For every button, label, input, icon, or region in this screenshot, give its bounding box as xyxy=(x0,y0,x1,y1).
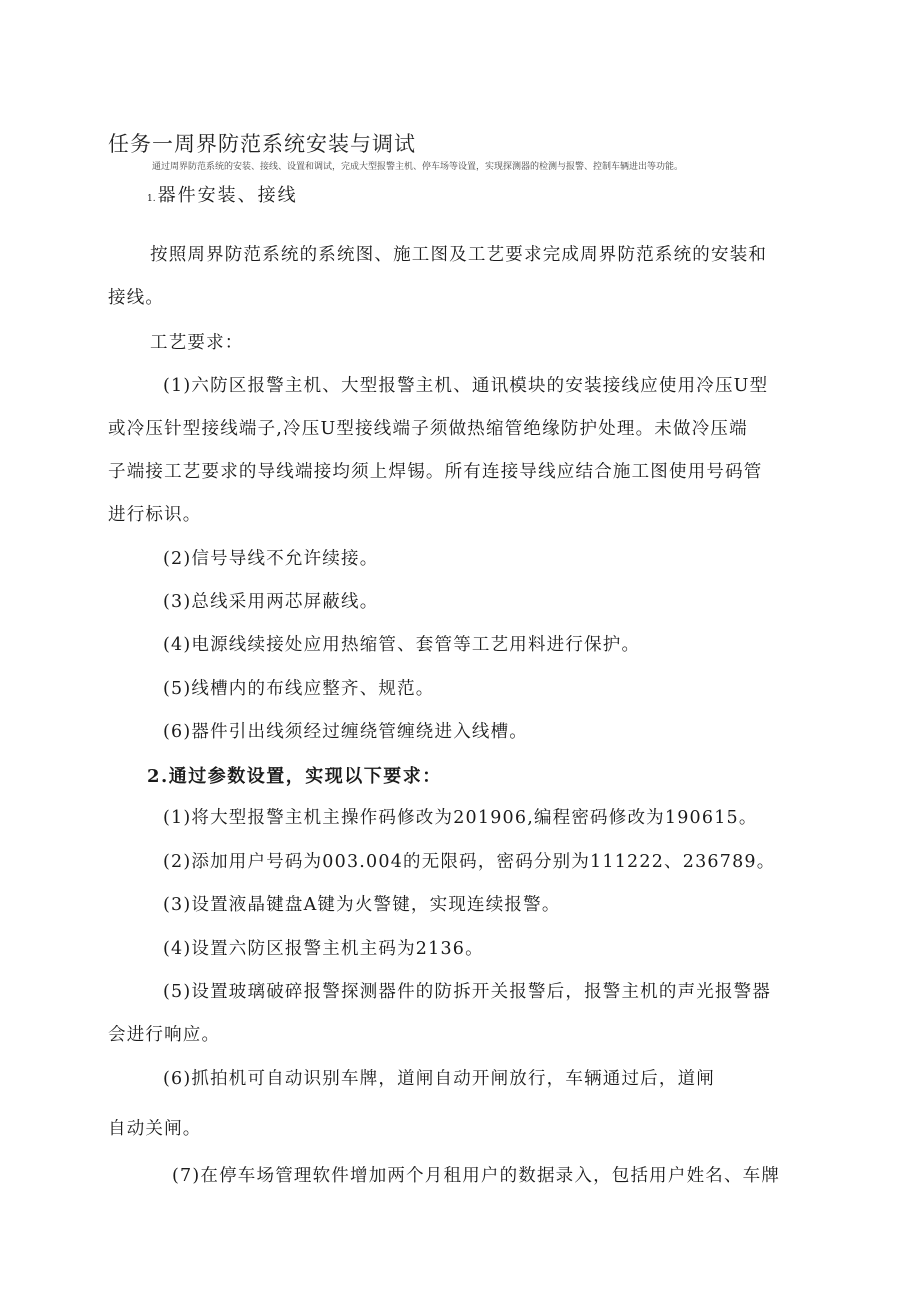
parameter-2: (2)添加用户号码为003.004的无限码，密码分别为111222、236789。 xyxy=(163,852,776,872)
parameter-6-line-2: 自动关闸。 xyxy=(108,1119,202,1139)
parameter-1: (1)将大型报警主机主操作码修改为201906,编程密码修改为190615。 xyxy=(163,808,758,828)
requirement-4: (4)电源线续接处应用热缩管、套管等工艺用料进行保护。 xyxy=(163,635,641,655)
requirement-1-line-2: 或冷压针型接线端子,冷压U型接线端子须做热缩管绝缘防护处理。未做冷压端 xyxy=(108,419,748,439)
parameter-5-line-1: (5)设置玻璃破碎报警探测器件的防拆开关报警后，报警主机的声光报警器 xyxy=(163,982,772,1002)
craft-requirements-label: 工艺要求： xyxy=(150,333,244,353)
parameter-5-line-2: 会进行响应。 xyxy=(108,1025,221,1045)
parameter-4: (4)设置六防区报警主机主码为2136。 xyxy=(163,939,484,959)
section-heading-1 xyxy=(147,181,298,207)
requirement-2: (2)信号导线不允许续接。 xyxy=(163,549,379,569)
task-description: 通过周界防范系统的安装、接线、设置和调试，完成大型报警主机、停车场等设置，实现探测器的检测与报警、控制车辆进出等功能。 xyxy=(152,162,684,172)
parameter-6-line-1: (6)抓拍机可自动识别车牌，道闸自动开闸放行，车辆通过后，道闸 xyxy=(163,1069,715,1089)
intro-line-1: 按照周界防范系统的系统图、施工图及工艺要求完成周界防范系统的安装和 xyxy=(150,245,768,265)
requirement-6: (6)器件引出线须经过缠绕管缠绕进入线槽。 xyxy=(163,722,528,742)
requirement-1-line-1: (1)六防区报警主机、大型报警主机、通讯模块的安装接线应使用冷压U型 xyxy=(163,376,769,396)
requirement-1-line-3: 子端接工艺要求的导线端接均须上焊锡。所有连接导线应结合施工图使用号码管 xyxy=(108,462,763,482)
intro-line-2: 接线。 xyxy=(108,288,165,308)
parameter-3: (3)设置液晶键盘A键为火警键，实现连续报警。 xyxy=(163,895,561,915)
requirement-3: (3)总线采用两芯屏蔽线。 xyxy=(163,592,379,612)
section-title-1: 器件安装、接线 xyxy=(157,185,298,206)
section-number-1: 1. xyxy=(147,194,156,204)
requirement-1-line-4: 进行标识。 xyxy=(108,505,202,525)
page-title: 任务一周界防范系统安装与调试 xyxy=(108,132,416,156)
parameter-7-line-1: (7)在停车场管理软件增加两个月租用户的数据录入，包括用户姓名、车牌 xyxy=(172,1166,781,1186)
requirement-5: (5)线槽内的布线应整齐、规范。 xyxy=(163,679,435,699)
section-heading-2: 2.通过参数设置，实现以下要求： xyxy=(147,766,442,787)
